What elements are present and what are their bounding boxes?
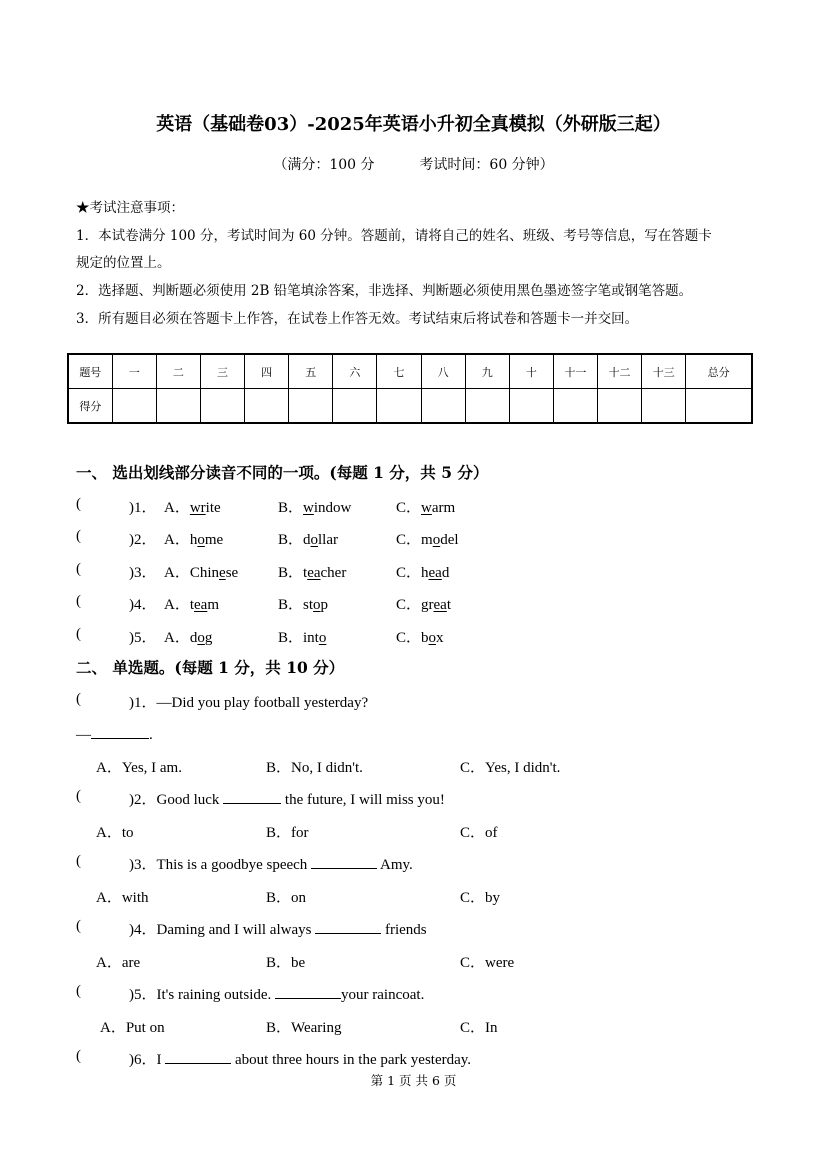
table-header-cell: 题号: [68, 354, 112, 389]
score-cell: [377, 389, 421, 424]
note-1: 1．本试卷满分 100 分，考试时间为 60 分钟。答题前，请将自己的姓名、班级、考号等信息，写在答题卡: [76, 228, 712, 244]
q2-paren: (: [76, 528, 81, 544]
s2-q1-paren: (: [76, 691, 81, 707]
exam-info: [0, 154, 827, 174]
s2-q2-option-a: A．to: [96, 825, 134, 841]
q1-number: )1．: [129, 500, 157, 516]
score-cell: [553, 389, 597, 424]
s2-q2-paren: (: [76, 788, 81, 804]
s2-q5-option-a: A．Put on: [100, 1020, 165, 1036]
score-table-header-row: [68, 354, 752, 389]
note-2: 2．选择题、判断题必须使用 2B 铅笔填涂答案，非选择、判断题必须使用黑色墨迹签字笔或钢笔答题。: [76, 283, 693, 299]
s2-q4-option-c: C．were: [460, 955, 515, 971]
score-cell: [112, 389, 156, 424]
q1-option-b: B．window: [278, 500, 352, 516]
q2-option-b: B．dollar: [278, 532, 339, 548]
table-header-cell: 十三: [642, 354, 686, 389]
q3-option-a: A．Chinese: [164, 565, 239, 581]
s2-q6-paren: (: [76, 1048, 81, 1064]
table-header-cell: 十: [509, 354, 553, 389]
s2-q4-option-b: B．be: [266, 955, 306, 971]
table-header-cell: 二: [156, 354, 200, 389]
answer-blank: [223, 789, 281, 804]
s2-q2-option-b: B．for: [266, 825, 309, 841]
q4-number: )4．: [129, 597, 157, 613]
s2-q1-option-b: B．No, I didn't.: [266, 760, 363, 776]
score-cell: [421, 389, 465, 424]
section-1-title: 一、 选出划线部分读音不同的一项。(每题 1 分，共 5 分）: [76, 463, 489, 482]
score-cell: [245, 389, 289, 424]
table-header-cell: 六: [333, 354, 377, 389]
table-header-cell: 八: [421, 354, 465, 389]
q2-option-a: A．home: [164, 532, 224, 548]
note-3: 3．所有题目必须在答题卡上作答，在试卷上作答无效。考试结束后将试卷和答题卡一并交回。: [76, 311, 639, 327]
q2-option-c: C．model: [396, 532, 459, 548]
table-header-cell: 九: [465, 354, 509, 389]
table-header-cell: 总分: [686, 354, 752, 389]
q3-option-b: B．teacher: [278, 565, 347, 581]
q3-paren: (: [76, 561, 81, 577]
q5-option-c: C．box: [396, 630, 444, 646]
score-table-score-row: [68, 389, 752, 424]
table-header-cell: 四: [245, 354, 289, 389]
score-cell: [465, 389, 509, 424]
exam-time: 考试时间：60 分钟）: [419, 157, 554, 173]
s2-q6-text: )6．I about three hours in the park yesterday.: [129, 1048, 471, 1069]
answer-blank: [91, 724, 149, 739]
s2-q5-paren: (: [76, 983, 81, 999]
q5-paren: (: [76, 626, 81, 642]
q4-option-a: A．team: [164, 597, 220, 613]
table-header-cell: 十二: [598, 354, 642, 389]
answer-blank: [275, 984, 341, 999]
score-cell: [686, 389, 752, 424]
s2-q1-text: )1．—Did you play football yesterday?: [129, 695, 369, 711]
s2-q1-option-c: C．Yes, I didn't.: [460, 760, 561, 776]
q1-paren: (: [76, 496, 81, 512]
s2-q1-option-a: A．Yes, I am.: [96, 760, 182, 776]
s2-q2-option-c: C．of: [460, 825, 498, 841]
s2-q4-option-a: A．are: [96, 955, 141, 971]
q2-number: )2．: [129, 532, 157, 548]
s2-q5-option-b: B．Wearing: [266, 1020, 342, 1036]
score-cell: [333, 389, 377, 424]
s2-q5-text: )5．It's raining outside. your raincoat.: [129, 983, 424, 1004]
page-footer: 第 1 页 共 6 页: [370, 1073, 457, 1088]
q1-option-c: C．warm: [396, 500, 456, 516]
note-1-cont: 规定的位置上。: [76, 255, 171, 271]
q4-paren: (: [76, 593, 81, 609]
q5-option-b: B．into: [278, 630, 327, 646]
answer-blank: [165, 1049, 231, 1064]
table-header-cell: 五: [289, 354, 333, 389]
section-2-title: 二、 单选题。(每题 1 分，共 10 分）: [76, 658, 345, 677]
s2-q3-text: )3．This is a goodbye speech Amy.: [129, 853, 413, 874]
full-score: （满分：100 分: [273, 157, 375, 173]
q1-option-a: A．write: [164, 500, 221, 516]
s2-q4-text: )4．Daming and I will always friends: [129, 918, 427, 939]
q3-number: )3．: [129, 565, 157, 581]
q5-number: )5．: [129, 630, 157, 646]
notes-heading: ★考试注意事项：: [76, 200, 184, 216]
q4-option-b: B．stop: [278, 597, 329, 613]
answer-blank: [311, 854, 377, 869]
s2-q1-answer-line: — .: [76, 724, 153, 744]
s2-q3-option-c: C．by: [460, 890, 501, 906]
page-title: 英语（基础卷03）-2025年英语小升初全真模拟（外研版三起）: [156, 114, 671, 135]
score-cell: [289, 389, 333, 424]
score-cell: [642, 389, 686, 424]
q3-option-c: C．head: [396, 565, 450, 581]
table-header-cell: 三: [200, 354, 244, 389]
s2-q3-option-a: A．with: [96, 890, 149, 906]
score-cell: [156, 389, 200, 424]
q5-option-a: A．dog: [164, 630, 213, 646]
score-table: [67, 353, 753, 424]
score-row-label: 得分: [68, 389, 112, 424]
answer-blank: [315, 919, 381, 934]
s2-q3-paren: (: [76, 853, 81, 869]
s2-q3-option-b: B．on: [266, 890, 307, 906]
s2-q4-paren: (: [76, 918, 81, 934]
table-header-cell: 一: [112, 354, 156, 389]
q4-option-c: C．great: [396, 597, 452, 613]
score-cell: [509, 389, 553, 424]
score-cell: [598, 389, 642, 424]
s2-q2-text: )2．Good luck the future, I will miss you!: [129, 788, 445, 809]
score-cell: [200, 389, 244, 424]
table-header-cell: 十一: [553, 354, 597, 389]
s2-q5-option-c: C．In: [460, 1020, 498, 1036]
table-header-cell: 七: [377, 354, 421, 389]
